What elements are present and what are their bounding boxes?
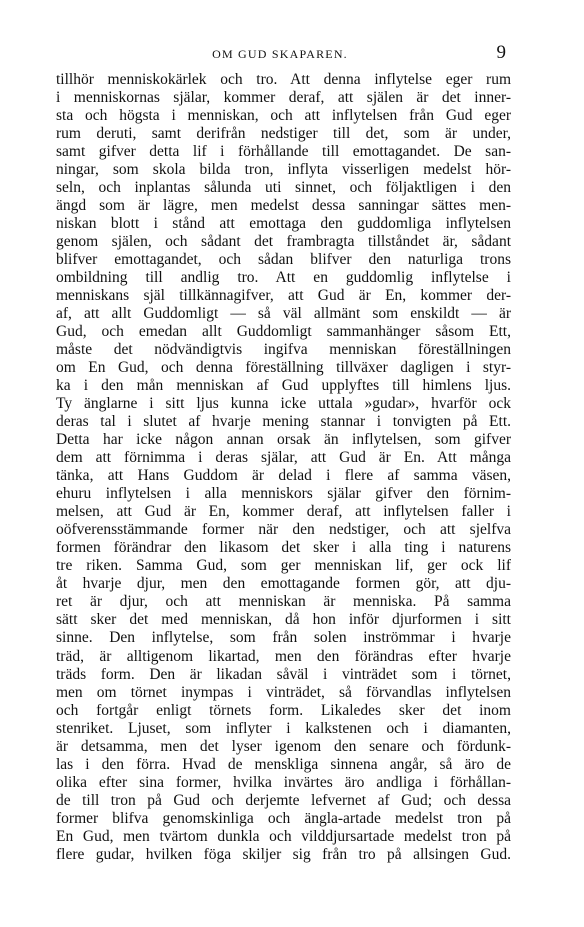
text-line: former blifva genomskinliga och ängla-artade medelst tron på <box>56 809 511 827</box>
text-line: flere gudar, hvilken föga skiljer sig från tro på allsingen Gud. <box>56 845 511 863</box>
text-line: niskan blott i stånd att emottaga den guddomliga inflytelsen <box>56 215 511 233</box>
text-line: tre riken. Samma Gud, som ger menniskan lif, ger ock lif <box>56 557 511 575</box>
text-line: las i den förra. Hvad de menskliga sinnena angår, så äro de <box>56 755 511 773</box>
text-line: ningar, som skola bilda tron, inflyta visserligen medelst hör- <box>56 161 511 179</box>
text-line: ret är djur, och att menniskan är menniska. På samma <box>56 593 511 611</box>
text-line: åt hvarje djur, men den emottagande formen gör, att dju- <box>56 575 511 593</box>
text-line: sinne. Den inflytelse, som från solen inströmmar i hvarje <box>56 629 511 647</box>
text-line: träds form. Den är likadan såväl i vinträdet som i törnet, <box>56 665 511 683</box>
text-line: tillhör menniskokärlek och tro. Att denna inflytelse eger rum <box>56 71 511 88</box>
text-line: genom själen, och sådant det frambragta tillståndet är, sådant <box>56 233 511 251</box>
text-line: olika efter sina former, hvilka invärtes äro andliga i förhållan- <box>56 773 511 791</box>
body-text <box>56 71 511 864</box>
text-line: stenriket. Ljuset, som inflyter i kalkstenen och i diamanten, <box>56 719 511 737</box>
text-line: ängd som är lägre, men medelst dessa sanningar sättes men- <box>56 197 511 215</box>
text-line: sätt sker det med menniskan, då hon inför djurformen i sitt <box>56 611 511 629</box>
text-line: dem att förnimma i deras själar, att Gud är En. Att många <box>56 449 511 467</box>
text-line: tänka, att Hans Guddom är delad i flere af samma väsen, <box>56 467 511 485</box>
text-line: samt gifver detta lif i förhållande till emottagandet. De san- <box>56 143 511 161</box>
text-line: träd, är alltigenom likartad, men den förändras efter hvarje <box>56 647 511 665</box>
text-line: formen förändrar den likasom det sker i alla ting i naturens <box>56 539 511 557</box>
text-line: deras tal i slutet af hvarje mening stannar i tonvigten på Ett. <box>56 413 511 431</box>
page-number: 9 <box>496 42 506 63</box>
text-line: oöfverensstämmande former när den nedstiger, och att sjelfva <box>56 521 511 539</box>
text-line: i menniskornas själar, kommer deraf, att själen är det inner- <box>56 89 511 107</box>
text-line: En Gud, men tvärtom dunkla och vilddjursartade medelst tron på <box>56 827 511 845</box>
text-line: sta och högsta i menniskan, och att inflytelsen från Gud eger <box>56 107 511 125</box>
running-head <box>56 42 504 66</box>
text-line: men om törnet inympas i vinträdet, så förvandlas inflytelsen <box>56 683 511 701</box>
text-line: blifver emottagandet, och sådan blifver den naturliga trons <box>56 251 511 269</box>
text-line: af, att allt Guddomligt — så väl allmänt som enskildt — är <box>56 305 511 323</box>
text-line: rum deruti, samt derifrån nedstiger till det, som är under, <box>56 125 511 143</box>
text-line: Ty änglarne i sitt ljus kunna icke uttala »gudar», hvarför ock <box>56 395 511 413</box>
text-line: ka i den mån menniskan af Gud upplyftes till himlens ljus. <box>56 377 511 395</box>
text-line: ehuru inflytelsen i alla menniskors själar gifver den förnim- <box>56 485 511 503</box>
text-line: melsen, att Gud är En, kommer deraf, att inflytelsen faller i <box>56 503 511 521</box>
text-line: de till tron på Gud och derjemte lefvernet af Gud; och dessa <box>56 791 511 809</box>
text-line: och fortgår enligt törnets form. Likaledes sker det inom <box>56 701 511 719</box>
text-line: Gud, och emedan allt Guddomligt sammanhänger såsom Ett, <box>56 323 511 341</box>
text-line: om En Gud, och denna föreställning tillväxer dagligen i styr- <box>56 359 511 377</box>
text-line: menniskans själ tillkännagifver, att Gud är En, kommer der- <box>56 287 511 305</box>
text-line: måste det nödvändigtvis ingifva menniskan föreställningen <box>56 341 511 359</box>
text-line: seln, och inplantas sålunda uti sinnet, och följaktligen i den <box>56 179 511 197</box>
text-line: är detsamma, men det lyser igenom den senare och fördunk- <box>56 737 511 755</box>
running-title: OM GUD SKAPAREN. <box>212 47 348 61</box>
text-line: Detta har icke någon annan orsak än inflytelsen, som gifver <box>56 431 511 449</box>
text-line: ombildning till andlig tro. Att en guddomlig inflytelse i <box>56 269 511 287</box>
